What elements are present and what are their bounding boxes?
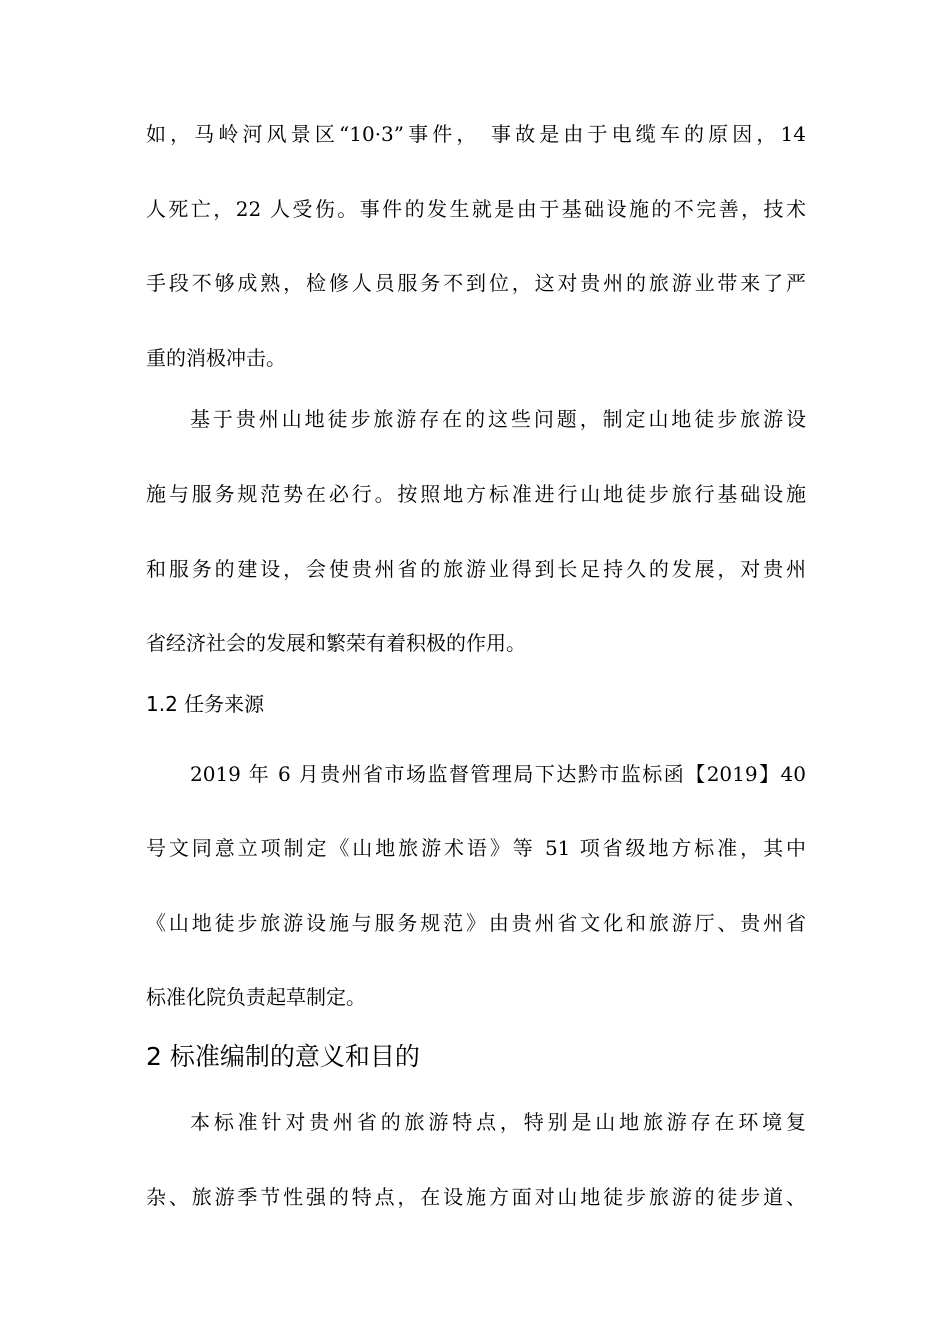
paragraph-line: 人死亡，22 人受伤。事件的发生就是由于基础设施的不完善，技术 bbox=[146, 197, 806, 221]
chapter-heading: 2 标准编制的意义和目的 bbox=[146, 1042, 420, 1071]
paragraph-line: 如，马岭河风景区“10·3”事件， 事故是由于电缆车的原因，14 bbox=[146, 122, 806, 146]
paragraph-line: 省经济社会的发展和繁荣有着积极的作用。 bbox=[146, 631, 526, 655]
paragraph-line: 2019 年 6 月贵州省市场监督管理局下达黔市监标函【2019】40 bbox=[190, 762, 806, 786]
paragraph-line: 本标准针对贵州省的旅游特点，特别是山地旅游存在环境复 bbox=[190, 1110, 806, 1134]
paragraph-line: 《山地徒步旅游设施与服务规范》由贵州省文化和旅游厅、贵州省 bbox=[146, 911, 806, 935]
paragraph-line: 基于贵州山地徒步旅游存在的这些问题，制定山地徒步旅游设 bbox=[190, 407, 806, 431]
paragraph-line: 施与服务规范势在必行。按照地方标准进行山地徒步旅行基础设施 bbox=[146, 482, 806, 506]
paragraph-line: 杂、旅游季节性强的特点，在设施方面对山地徒步旅游的徒步道、 bbox=[146, 1185, 806, 1209]
paragraph-line: 标准化院负责起草制定。 bbox=[146, 985, 366, 1009]
paragraph-line: 重的消极冲击。 bbox=[146, 346, 286, 370]
paragraph-line: 号文同意立项制定《山地旅游术语》等 51 项省级地方标准，其中 bbox=[146, 836, 806, 860]
section-heading: 1.2 任务来源 bbox=[146, 692, 265, 716]
paragraph-line: 和服务的建设，会使贵州省的旅游业得到长足持久的发展，对贵州 bbox=[146, 557, 806, 581]
paragraph-line: 手段不够成熟，检修人员服务不到位，这对贵州的旅游业带来了严 bbox=[146, 271, 806, 295]
